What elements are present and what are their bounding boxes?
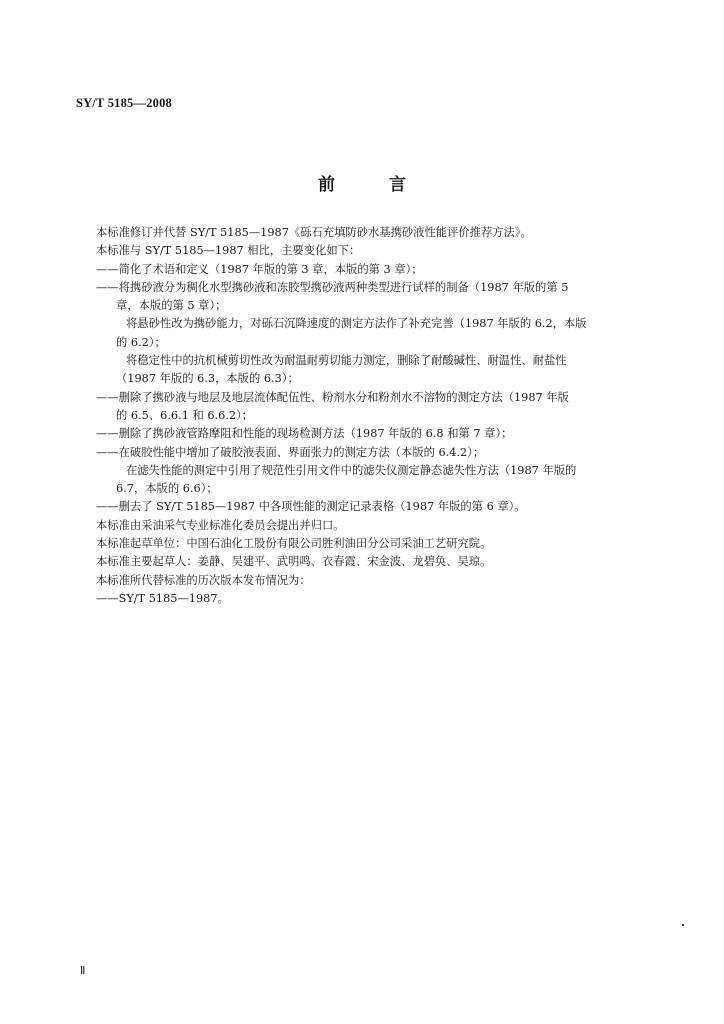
paragraph-line: 本标准起草单位：中国石油化工股份有限公司胜利油田分公司采油工艺研究院。 [96,537,492,551]
paragraph-line: 将悬砂性改为携砂能力，对砾石沉降速度的测定方法作了补充完善（1987 年版的 6.2，本版 [126,317,587,331]
paragraph-line: ——在破胶性能中增加了破胶液表面、界面张力的测定方法（本版的 6.4.2）； [96,445,485,459]
foreword-body [96,224,644,608]
paragraph-line: ——将携砂液分为稠化水型携砂液和冻胶型携砂液两种类型进行试样的制备（1987 年版的第 5 [96,280,569,294]
paragraph-line: ——删除了携砂液与地层及地层流体配伍性、粉剂水分和粉剂水不溶物的测定方法（1987 年版 [96,390,569,404]
paragraph-line: ——删去了 SY/T 5185—1987 中各项性能的测定记录表格（1987 年版的第 6 章）。 [96,500,526,514]
paragraph-line: 本标准修订并代替 SY/T 5185—1987《砾石充填防砂水基携砂液性能评价推荐方法》。 [96,226,532,239]
paragraph-line: 本标准与 SY/T 5185—1987 相比，主要变化如下： [96,244,361,258]
paragraph-line: 本标准由采油采气专业标准化委员会提出并归口。 [96,518,345,532]
paragraph-line: ——删除了携砂液管路摩阻和性能的现场检测方法（1987 年版的 6.8 和第 7 章）； [96,427,513,441]
page-title: 前 言 [318,175,430,195]
page-number: Ⅱ [80,965,86,977]
paragraph-line: 在滤失性能的测定中引用了规范性引用文件中的滤失仪测定静态滤失性方法（1987 年版的 [126,463,577,477]
paragraph-line: 本标准所代替标准的历次版本发布情况为： [96,573,311,587]
paragraph-line: 的 6.5、6.6.1 和 6.6.2）； [116,408,254,422]
paragraph-line: （1987 年版的 6.3，本版的 6.3）； [116,372,299,386]
standard-code: SY/T 5185—2008 [76,96,172,110]
paragraph-line: ——SY/T 5185—1987。 [96,591,229,605]
paragraph-line: 本标准主要起草人：姜静、吴建平、武明鸣、衣春霞、宋金波、龙碧奂、吴琼。 [96,555,492,569]
paragraph-line: 将稳定性中的抗机械剪切性改为耐温耐剪切能力测定，删除了耐酸碱性、耐温性、耐盐性 [126,354,567,368]
paragraph-line: 6.7，本版的 6.6）； [116,482,218,496]
paragraph-line: ——简化了术语和定义（1987 年版的第 3 章，本版的第 3 章）； [96,262,423,276]
scan-dot [682,924,684,926]
paragraph-line: 的 6.2）； [116,335,166,349]
paragraph-line: 章，本版的第 5 章）； [116,299,227,313]
